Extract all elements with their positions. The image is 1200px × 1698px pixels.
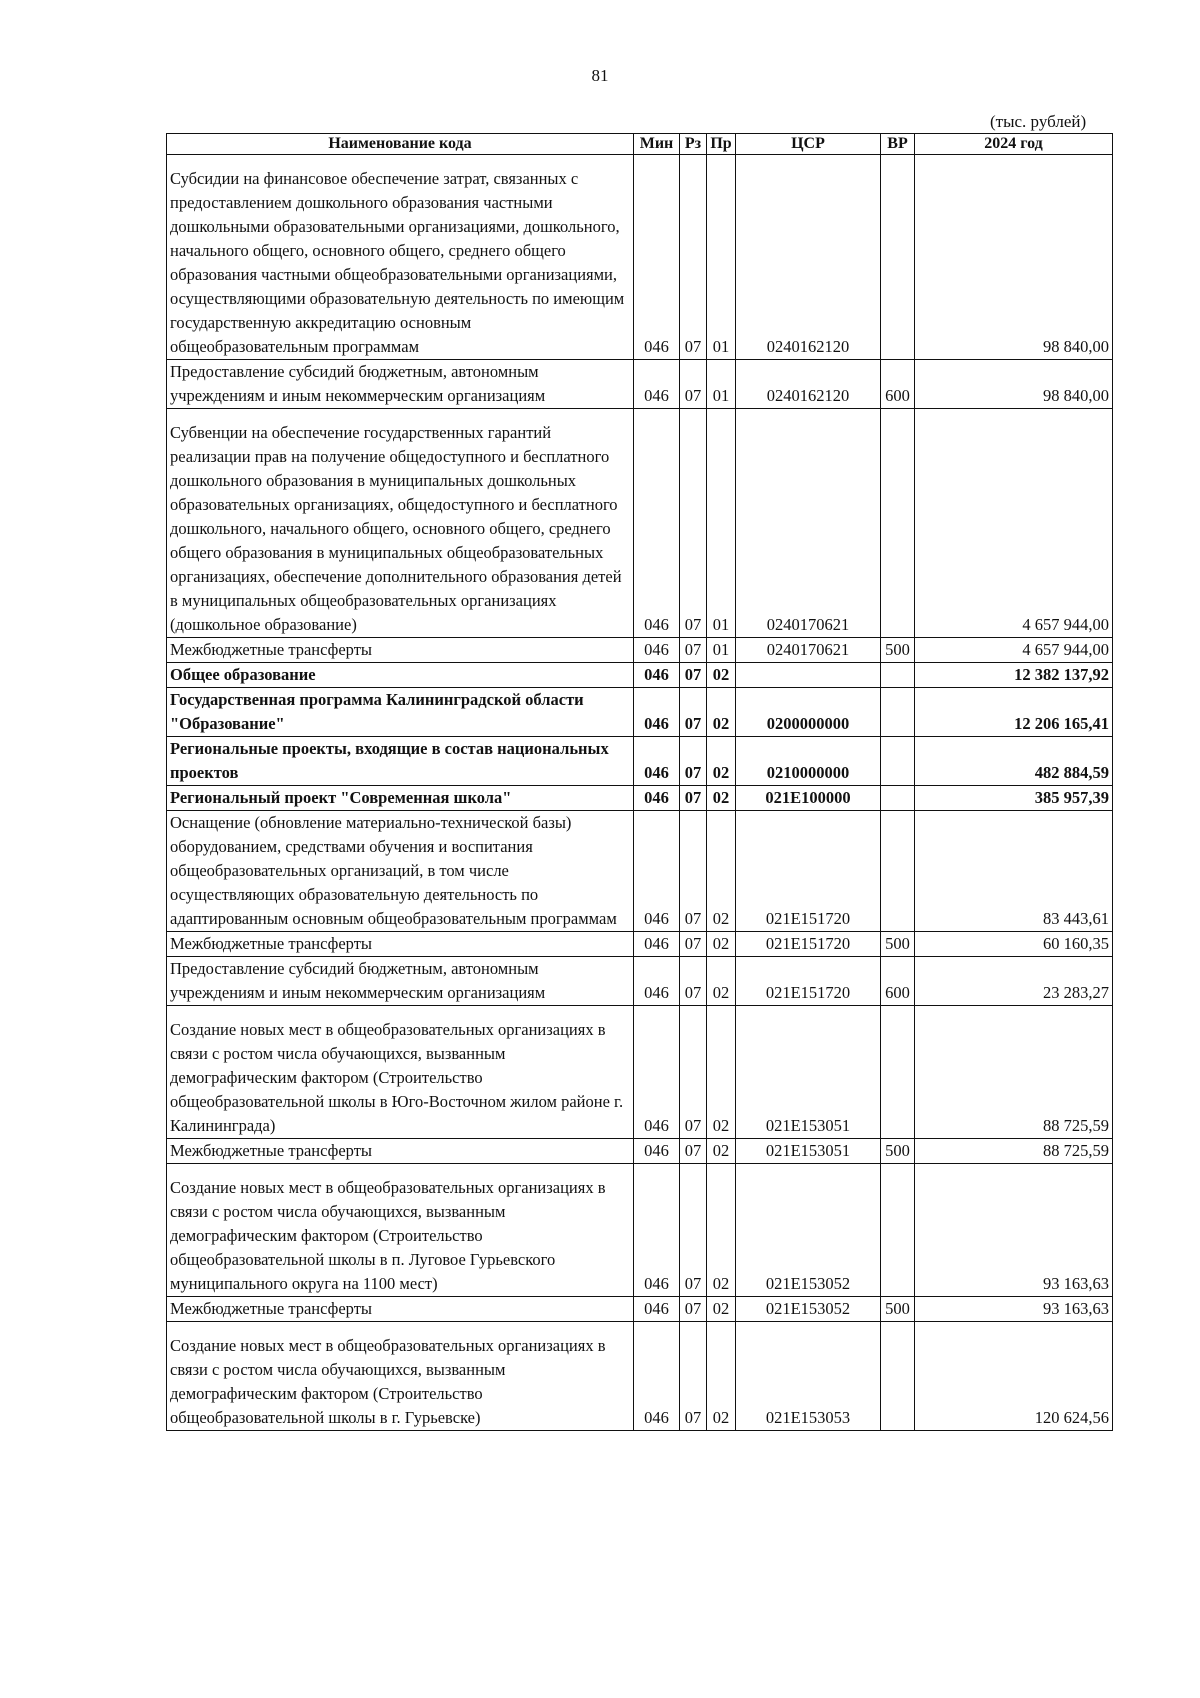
cell-amount: 23 283,27 <box>915 957 1113 1006</box>
cell-vr <box>881 663 915 688</box>
cell-name: Создание новых мест в общеобразовательных организациях в связи с ростом числа обучающихся, вызванным демографическим фактором (Строительство общеобразовательной школы в Юго-Восточном жилом районе г. Калининграда) <box>167 1006 634 1139</box>
cell-name: Межбюджетные трансферты <box>167 638 634 663</box>
cell-name: Государственная программа Калининградской области "Образование" <box>167 688 634 737</box>
cell-csr: 0240162120 <box>736 360 881 409</box>
cell-vr <box>881 811 915 932</box>
cell-pr: 02 <box>707 1164 736 1297</box>
cell-pr: 02 <box>707 957 736 1006</box>
table-row <box>167 1006 1113 1139</box>
cell-amount: 120 624,56 <box>915 1322 1113 1431</box>
cell-name: Межбюджетные трансферты <box>167 932 634 957</box>
cell-vr <box>881 409 915 638</box>
cell-name: Создание новых мест в общеобразовательных организациях в связи с ростом числа обучающихся, вызванным демографическим фактором (Строительство общеобразовательной школы в п. Луговое Гурьевского муниципального округа на 1100 мест) <box>167 1164 634 1297</box>
cell-pr: 02 <box>707 811 736 932</box>
table-header-row <box>167 134 1113 155</box>
cell-name: Региональный проект "Современная школа" <box>167 786 634 811</box>
cell-amount: 12 206 165,41 <box>915 688 1113 737</box>
cell-vr <box>881 737 915 786</box>
cell-min: 046 <box>634 1139 680 1164</box>
cell-rz: 07 <box>680 737 707 786</box>
table-row <box>167 409 1113 638</box>
cell-vr <box>881 155 915 360</box>
table-row <box>167 957 1113 1006</box>
cell-amount: 60 160,35 <box>915 932 1113 957</box>
cell-amount: 385 957,39 <box>915 786 1113 811</box>
cell-amount: 4 657 944,00 <box>915 638 1113 663</box>
cell-name: Создание новых мест в общеобразовательных организациях в связи с ростом числа обучающихся, вызванным демографическим фактором (Строительство общеобразовательной школы в г. Гурьевске) <box>167 1322 634 1431</box>
cell-csr: 021E151720 <box>736 811 881 932</box>
cell-pr: 02 <box>707 786 736 811</box>
cell-rz: 07 <box>680 786 707 811</box>
table-row <box>167 155 1113 360</box>
cell-pr: 02 <box>707 1322 736 1431</box>
cell-rz: 07 <box>680 811 707 932</box>
cell-min: 046 <box>634 932 680 957</box>
cell-amount: 4 657 944,00 <box>915 409 1113 638</box>
cell-amount: 88 725,59 <box>915 1139 1113 1164</box>
cell-vr: 500 <box>881 638 915 663</box>
header-name: Наименование кода <box>167 134 634 155</box>
cell-vr <box>881 786 915 811</box>
table-row <box>167 786 1113 811</box>
cell-pr: 02 <box>707 1139 736 1164</box>
cell-csr: 0210000000 <box>736 737 881 786</box>
table-row <box>167 360 1113 409</box>
cell-amount: 93 163,63 <box>915 1297 1113 1322</box>
cell-csr: 0240170621 <box>736 409 881 638</box>
header-min: Мин <box>634 134 680 155</box>
cell-min: 046 <box>634 688 680 737</box>
cell-vr <box>881 1164 915 1297</box>
header-pr: Пр <box>707 134 736 155</box>
cell-csr: 021E153053 <box>736 1322 881 1431</box>
cell-pr: 02 <box>707 932 736 957</box>
cell-csr: 0200000000 <box>736 688 881 737</box>
cell-min: 046 <box>634 811 680 932</box>
cell-rz: 07 <box>680 638 707 663</box>
cell-rz: 07 <box>680 1297 707 1322</box>
cell-min: 046 <box>634 957 680 1006</box>
cell-csr <box>736 663 881 688</box>
cell-name: Межбюджетные трансферты <box>167 1297 634 1322</box>
cell-rz: 07 <box>680 1006 707 1139</box>
cell-min: 046 <box>634 1006 680 1139</box>
page-number: 81 <box>591 66 609 85</box>
cell-rz: 07 <box>680 1139 707 1164</box>
cell-rz: 07 <box>680 688 707 737</box>
cell-pr: 01 <box>707 360 736 409</box>
cell-pr: 02 <box>707 663 736 688</box>
cell-csr: 0240162120 <box>736 155 881 360</box>
table-row <box>167 1322 1113 1431</box>
cell-pr: 02 <box>707 737 736 786</box>
cell-rz: 07 <box>680 1164 707 1297</box>
cell-vr <box>881 1322 915 1431</box>
cell-min: 046 <box>634 1322 680 1431</box>
cell-csr: 021E153052 <box>736 1297 881 1322</box>
table-row <box>167 932 1113 957</box>
cell-rz: 07 <box>680 957 707 1006</box>
cell-amount: 12 382 137,92 <box>915 663 1113 688</box>
cell-pr: 02 <box>707 1006 736 1139</box>
cell-vr: 500 <box>881 1297 915 1322</box>
table-body <box>167 155 1113 1431</box>
cell-csr: 0240170621 <box>736 638 881 663</box>
cell-name: Предоставление субсидий бюджетным, автономным учреждениям и иным некоммерческим организациям <box>167 957 634 1006</box>
table-row <box>167 1297 1113 1322</box>
table-row <box>167 811 1113 932</box>
budget-table <box>166 133 1113 1431</box>
cell-pr: 01 <box>707 638 736 663</box>
cell-name: Оснащение (обновление материально-технической базы) оборудованием, средствами обучения и воспитания общеобразовательных организаций, в том числе осуществляющих образовательную деятельность по адаптированным основным общеобразовательным программам <box>167 811 634 932</box>
table-row <box>167 737 1113 786</box>
cell-vr <box>881 1006 915 1139</box>
cell-amount: 93 163,63 <box>915 1164 1113 1297</box>
cell-min: 046 <box>634 1297 680 1322</box>
cell-amount: 98 840,00 <box>915 360 1113 409</box>
cell-csr: 021E153052 <box>736 1164 881 1297</box>
units-label: (тыс. рублей) <box>990 112 1087 131</box>
cell-min: 046 <box>634 638 680 663</box>
cell-amount: 83 443,61 <box>915 811 1113 932</box>
cell-csr: 021E151720 <box>736 932 881 957</box>
table-row <box>167 1164 1113 1297</box>
cell-min: 046 <box>634 663 680 688</box>
cell-vr: 500 <box>881 932 915 957</box>
header-rz: Рз <box>680 134 707 155</box>
table-row <box>167 638 1113 663</box>
header-vr: ВР <box>881 134 915 155</box>
header-year: 2024 год <box>915 134 1113 155</box>
cell-vr: 600 <box>881 360 915 409</box>
cell-csr: 021E153051 <box>736 1006 881 1139</box>
cell-name: Предоставление субсидий бюджетным, автономным учреждениям и иным некоммерческим организациям <box>167 360 634 409</box>
cell-vr: 600 <box>881 957 915 1006</box>
cell-name: Региональные проекты, входящие в состав национальных проектов <box>167 737 634 786</box>
cell-rz: 07 <box>680 155 707 360</box>
cell-min: 046 <box>634 1164 680 1297</box>
cell-min: 046 <box>634 786 680 811</box>
cell-name: Субвенции на обеспечение государственных гарантий реализации прав на получение общедоступного и бесплатного дошкольного образования в муниципальных дошкольных образовательных организациях, общедоступного и бесплатного дошкольного, начального общего, основного общего, среднего общего образования в муниципальных общеобразовательных организациях, обеспечение дополнительного образования детей в муниципальных общеобразовательных организациях (дошкольное образование) <box>167 409 634 638</box>
cell-name: Субсидии на финансовое обеспечение затрат, связанных с предоставлением дошкольного образования частными дошкольными образовательными организациями, дошкольного, начального общего, основного общего, среднего общего образования частными общеобразовательными организациями, осуществляющими образовательную деятельность по имеющим государственную аккредитацию основным общеобразовательным программам <box>167 155 634 360</box>
cell-rz: 07 <box>680 663 707 688</box>
cell-min: 046 <box>634 737 680 786</box>
table-row <box>167 1139 1113 1164</box>
cell-min: 046 <box>634 409 680 638</box>
cell-pr: 01 <box>707 409 736 638</box>
cell-min: 046 <box>634 360 680 409</box>
cell-vr <box>881 688 915 737</box>
cell-rz: 07 <box>680 360 707 409</box>
cell-csr: 021E100000 <box>736 786 881 811</box>
cell-rz: 07 <box>680 1322 707 1431</box>
cell-csr: 021E153051 <box>736 1139 881 1164</box>
table-row <box>167 663 1113 688</box>
cell-name: Межбюджетные трансферты <box>167 1139 634 1164</box>
cell-csr: 021E151720 <box>736 957 881 1006</box>
cell-rz: 07 <box>680 409 707 638</box>
cell-name: Общее образование <box>167 663 634 688</box>
table-row <box>167 688 1113 737</box>
cell-vr: 500 <box>881 1139 915 1164</box>
cell-amount: 482 884,59 <box>915 737 1113 786</box>
header-csr: ЦСР <box>736 134 881 155</box>
cell-min: 046 <box>634 155 680 360</box>
cell-rz: 07 <box>680 932 707 957</box>
cell-pr: 01 <box>707 155 736 360</box>
cell-amount: 98 840,00 <box>915 155 1113 360</box>
cell-pr: 02 <box>707 1297 736 1322</box>
cell-amount: 88 725,59 <box>915 1006 1113 1139</box>
cell-pr: 02 <box>707 688 736 737</box>
